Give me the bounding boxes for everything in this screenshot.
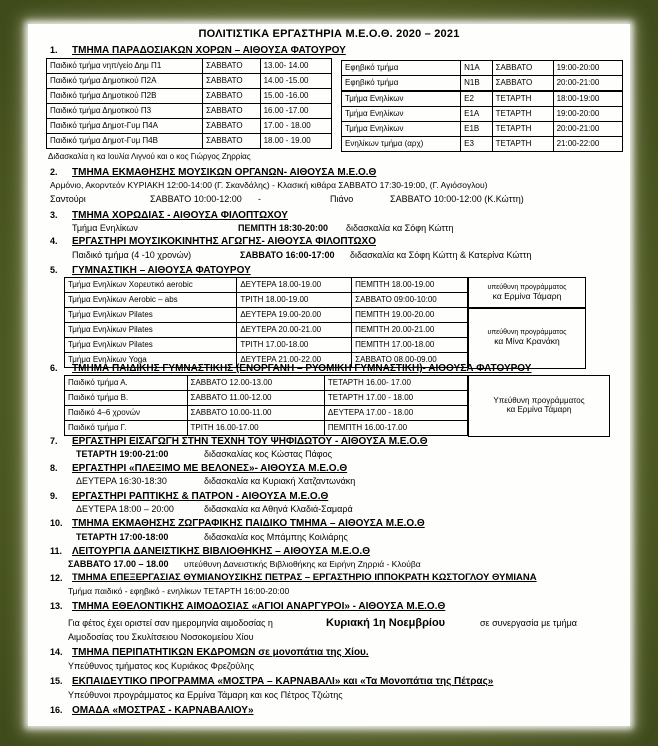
section-4-number: 4.: [50, 236, 58, 246]
section-15-responsible: Υπεύθυνοι προγράμματος κα Ερμίνα Τάμαρη και κος Πέτρος Τζιώτης: [68, 690, 343, 700]
section-12-details: Τμήμα παιδικό - εφηβικό - ενηλίκων ΤΕΤΑΡΤΗ 16:00-20:00: [68, 586, 290, 596]
section-3-heading: ΤΜΗΜΑ ΧΟΡΩΔΙΑΣ - ΑΙΘΟΥΣΑ ΦΙΛΟΠΤΩΧΟΥ: [72, 210, 288, 221]
section-14-heading: ΤΜΗΜΑ ΠΕΡΙΠΑΤΗΤΙΚΩΝ ΕΚΔΡΟΜΩΝ σε μονοπάτια της Χίου.: [72, 647, 369, 658]
section-1-right-table-row: [342, 107, 623, 122]
section-2-dash: -: [258, 194, 261, 204]
section-1-left-table-cell: 17.00 - 18.00: [260, 119, 331, 134]
section-1-left-table-cell: ΣΑΒΒΑΤΟ: [202, 74, 260, 89]
section-1-right-table-cell: Ε2: [461, 91, 493, 107]
section-6-table-cell: ΤΕΤΑΡΤΗ 16.00- 17.00: [324, 376, 467, 391]
section-1-right-table-cell: Ν1Β: [461, 76, 493, 92]
section-5-number: 5.: [50, 265, 58, 275]
section-1-left-table-row: [47, 74, 332, 89]
section-7-number: 7.: [50, 436, 58, 446]
section-1-right-table-cell: Τμήμα Ενηλίκων: [342, 91, 461, 107]
section-1-right-table-cell: Τμήμα Ενηλίκων: [342, 107, 461, 122]
section-6-table-cell: ΣΑΒΒΑΤΟ 11.00-12.00: [187, 391, 324, 406]
section-5-responsible-2: [468, 307, 586, 369]
section-8-time: ΔΕΥΤΕΡΑ 16:30-18:30: [76, 476, 167, 486]
section-13-text-c: σε συνεργασία με τμήμα: [480, 618, 577, 628]
section-2-santouri: Σαντούρι: [50, 194, 86, 204]
section-1-left-table-cell: Παιδικό τμήμα Δημοτικού Π2Β: [47, 89, 203, 104]
section-1-right-table-cell: 18:00-19:00: [553, 91, 622, 107]
section-4-line-b: ΣΑΒΒΑΤΟ 16:00-17:00: [240, 250, 335, 260]
section-5-table-cell: Τμήμα Ενηλίκων Pilates: [65, 338, 237, 353]
page-title: ΠΟΛΙΤΙΣΤΙΚΑ ΕΡΓΑΣΤΗΡΙΑ Μ.Ε.Ο.Θ. 2020 – 2021: [198, 28, 460, 40]
section-5-responsible-2-label: υπεύθυνη προγράμματος: [487, 329, 567, 337]
section-1-left-table-cell: ΣΑΒΒΑΤΟ: [202, 119, 260, 134]
section-5-table-cell: ΠΕΜΠΤΗ 20.00-21.00: [352, 323, 468, 338]
section-11-heading: ΛΕΙΤΟΥΡΓΙΑ ΔΑΝΕΙΣΤΙΚΗΣ ΒΙΒΛΙΟΘΗΚΗΣ – ΑΙΘΟΥΣΑ Μ.Ε.Ο.Θ: [72, 546, 370, 557]
section-1-right-table-cell: Εφηβικό τμήμα: [342, 61, 461, 76]
section-6-table-row: [65, 421, 468, 436]
section-1-left-table-row: [47, 104, 332, 119]
section-3-line-a: Τμήμα Ενηλίκων: [72, 223, 138, 233]
section-1-left-table-cell: 16.00 -17.00: [260, 104, 331, 119]
section-1-right-table-cell: Ν1Α: [461, 61, 493, 76]
section-8-number: 8.: [50, 463, 58, 473]
section-9-teacher: διδασκαλία κα Αθηνά Κλαδιά-Σαμαρά: [204, 504, 353, 514]
section-1-left-table-row: [47, 89, 332, 104]
section-1-left-table-cell: ΣΑΒΒΑΤΟ: [202, 59, 260, 74]
section-2-piano: Πιάνο: [330, 194, 354, 204]
section-5-table-cell: ΠΕΜΠΤΗ 18.00-19.00: [352, 278, 468, 293]
section-1-left-table-cell: Παιδικό τμήμα νηπ/γείο Δημ Π1: [47, 59, 203, 74]
section-5-responsible-1-label: υπεύθυνη προγράμματος: [487, 284, 567, 292]
section-1-right-table-row: [342, 91, 623, 107]
section-13-number: 13.: [50, 601, 63, 611]
section-8-heading: ΕΡΓΑΣΤΗΡΙ «ΠΛΕΞΙΜΟ ΜΕ ΒΕΛΟΝΕΣ»- ΑΙΘΟΥΣΑ Μ.Ε.Ο.Θ: [72, 463, 348, 474]
section-1-left-table-cell: 14.00 -15.00: [260, 74, 331, 89]
section-1-right-table-cell: Ε1Α: [461, 107, 493, 122]
section-2-piano-time: ΣΑΒΒΑΤΟ 10:00-12:00 (Κ.Κώττη): [390, 194, 524, 204]
section-6-table-cell: Παιδικό τμήμα Β.: [65, 391, 188, 406]
section-1-left-table-cell: 18.00 - 19.00: [260, 134, 331, 149]
section-2-number: 2.: [50, 167, 58, 177]
section-5-table-cell: ΔΕΥΤΕΡΑ 18.00-19.00: [237, 278, 352, 293]
section-1-right-table-row: [342, 76, 623, 92]
section-6-responsible: [468, 375, 610, 437]
section-15-heading: ΕΚΠΑΙΔΕΥΤΙΚΟ ΠΡΟΓΡΑΜΜΑ «ΜΟΣΤΡΑ – ΚΑΡΝΑΒΑΛΙ» και «Τα Μονοπάτια της Πέτρας»: [72, 676, 494, 687]
section-1-left-table-row: [47, 134, 332, 149]
section-10-time: ΤΕΤΑΡΤΗ 17:00-18:00: [76, 532, 169, 542]
section-8-teacher: διδασκαλία κα Κυριακή Χατζαντωνάκη: [204, 476, 356, 486]
section-1-left-table-cell: ΣΑΒΒΑΤΟ: [202, 104, 260, 119]
section-1-number: 1.: [50, 45, 58, 55]
section-14-responsible: Υπεύθυνος τμήματος κος Κυριάκος Φρεζούλης: [68, 661, 254, 671]
section-1-right-table-cell: ΤΕΤΑΡΤΗ: [492, 91, 553, 107]
section-5-table-cell: ΤΡΙΤΗ 18.00-19.00: [237, 293, 352, 308]
section-1-right-table-cell: ΣΑΒΒΑΤΟ: [492, 76, 553, 92]
section-5-table-cell: ΤΡΙΤΗ 17.00-18.00: [237, 338, 352, 353]
section-16-heading: ΟΜΑΔΑ «ΜΟΣΤΡΑΣ - ΚΑΡΝΑΒΑΛΙΟΥ»: [72, 705, 254, 716]
section-5-table-cell: ΣΑΒΒΑΤΟ 09:00-10:00: [352, 293, 468, 308]
section-5-responsible-2-name: κα Μίνα Κρανάκη: [494, 336, 560, 347]
section-1-left-table-cell: Παιδικό τμήμα Δημοτ-Γυμ Π4Β: [47, 134, 203, 149]
section-5-table: [64, 277, 468, 368]
section-5-table-cell: Τμήμα Ενηλίκων Aerobic – abs: [65, 293, 237, 308]
section-2-santouri-time: ΣΑΒΒΑΤΟ 10:00-12:00: [150, 194, 242, 204]
section-1-right-table-cell: Εφηβικό τμήμα: [342, 76, 461, 92]
section-5-table-row: [65, 293, 468, 308]
section-10-number: 10.: [50, 518, 63, 528]
section-6-table-row: [65, 406, 468, 421]
section-1-right-table-cell: 19:00-20:00: [553, 61, 622, 76]
section-6-responsible-label: Υπεύθυνη προγράμματος: [493, 396, 585, 406]
section-9-time: ΔΕΥΤΕΡΑ 18:00 – 20:00: [76, 504, 174, 514]
section-6-table-row: [65, 391, 468, 406]
section-1-right-table-cell: ΤΕΤΑΡΤΗ: [492, 107, 553, 122]
section-1-right-table-row: [342, 61, 623, 76]
section-5-responsible-1: [468, 277, 586, 309]
section-6-table-cell: ΠΕΜΠΤΗ 16.00-17.00: [324, 421, 467, 436]
section-11-responsible: υπεύθυνη Δανειστικής Βιβλιοθήκης κα Ειρήνη Ζηρριά - Κλούβα: [184, 559, 421, 569]
section-1-left-table-cell: Παιδικό τμήμα Δημοτ-Γυμ Π4Α: [47, 119, 203, 134]
section-12-heading: ΤΜΗΜΑ ΕΠΕΞΕΡΓΑΣΙΑΣ ΘΥΜΙΑΝΟΥΣΙΚΗΣ ΠΕΤΡΑΣ – ΕΡΓΑΣΤΗΡΙΟ ΙΠΠΟΚΡΑΤΗ ΚΩΣΤΟΓΛΟΥ ΘΥΜΙΑΝΑ: [72, 572, 537, 583]
section-10-teacher: διδασκαλία κος Μπάμπης Κοιλιάρης: [204, 532, 348, 542]
section-7-teacher: διδασκαλίας κος Κώστας Πάφος: [204, 449, 332, 459]
section-13-text-a: Για φέτος έχει οριστεί σαν ημερομηνία αιμοδοσίας η: [68, 618, 273, 628]
section-13-text-d: Αιμοδοσίας του Σκυλίτσειου Νοσοκομείου Χίου: [68, 632, 254, 642]
section-5-table-cell: Τμήμα Ενηλίκων Yoga: [65, 353, 237, 368]
section-6-table-cell: ΣΑΒΒΑΤΟ 10.00-11.00: [187, 406, 324, 421]
section-4-line-c: διδασκαλία κα Σόφη Κώττη & Κατερίνα Κώττη: [350, 250, 532, 260]
section-1-left-table-cell: 15.00 -16.00: [260, 89, 331, 104]
section-5-table-row: [65, 323, 468, 338]
section-1-right-table-cell: Ενηλίκων τμήμα (αρχ): [342, 137, 461, 152]
section-5-table-cell: ΣΑΒΒΑΤΟ 08.00-09.00: [352, 353, 468, 368]
schedule-sheet: [28, 24, 630, 726]
section-5-table-cell: ΔΕΥΤΕΡΑ 20.00-21.00: [237, 323, 352, 338]
section-5-table-cell: Τμήμα Ενηλίκων Pilates: [65, 308, 237, 323]
section-5-table-cell: Τμήμα Ενηλίκων Χορευτικό aerobic: [65, 278, 237, 293]
section-15-number: 15.: [50, 676, 63, 686]
section-11-number: 11.: [50, 546, 63, 556]
section-1-right-table-cell: 20:00-21:00: [553, 76, 622, 92]
section-1-left-table-cell: Παιδικό τμήμα Δημοτικού Π2Α: [47, 74, 203, 89]
section-1-right-table-cell: 21:00-22:00: [553, 137, 622, 152]
section-16-number: 16.: [50, 705, 63, 715]
section-1-right-table-cell: Τμήμα Ενηλίκων: [342, 122, 461, 137]
section-14-number: 14.: [50, 647, 63, 657]
section-6-table-cell: ΤΕΤΑΡΤΗ 17.00 - 18.00: [324, 391, 467, 406]
section-1-right-table-cell: Ε3: [461, 137, 493, 152]
section-6-table-cell: ΤΡΙΤΗ 16.00-17.00: [187, 421, 324, 436]
section-4-heading: ΕΡΓΑΣΤΗΡΙ ΜΟΥΣΙΚΟΚΙΝΗΤΗΣ ΑΓΩΓΗΣ- ΑΙΘΟΥΣΑ ΦΙΛΟΠΤΩΧΟ: [72, 236, 376, 247]
section-1-left-table: [46, 58, 332, 149]
section-1-right-table-row: [342, 137, 623, 152]
section-5-table-cell: ΠΕΜΠΤΗ 17.00-18.00: [352, 338, 468, 353]
section-1-left-table-row: [47, 119, 332, 134]
section-1-left-table-row: [47, 59, 332, 74]
section-6-number: 6.: [50, 363, 58, 373]
section-5-table-cell: ΔΕΥΤΕΡΑ 19.00-20.00: [237, 308, 352, 323]
section-5-table-row: [65, 278, 468, 293]
section-9-number: 9.: [50, 491, 58, 501]
section-1-right-table-cell: 20:00-21:00: [553, 122, 622, 137]
section-1-left-table-cell: ΣΑΒΒΑΤΟ: [202, 134, 260, 149]
section-11-time: ΣΑΒΒΑΤΟ 17.00 – 18.00: [68, 559, 169, 569]
section-5-heading: ΓΥΜΝΑΣΤΙΚΗ – ΑΙΘΟΥΣΑ ΦΑΤΟΥΡΟΥ: [72, 265, 251, 276]
section-2-heading: ΤΜΗΜΑ ΕΚΜΑΘΗΣΗΣ ΜΟΥΣΙΚΩΝ ΟΡΓΑΝΩΝ- ΑΙΘΟΥΣΑ Μ.Ε.Ο.Θ: [72, 167, 377, 178]
section-7-time: ΤΕΤΑΡΤΗ 19:00-21:00: [76, 449, 169, 459]
section-1-right-table-cell: 19:00-20:00: [553, 107, 622, 122]
section-5-table-cell: Τμήμα Ενηλίκων Pilates: [65, 323, 237, 338]
section-6-table-cell: ΣΑΒΒΑΤΟ 12.00-13.00: [187, 376, 324, 391]
section-1-left-table-cell: ΣΑΒΒΑΤΟ: [202, 89, 260, 104]
section-1-right-table-cell: ΤΕΤΑΡΤΗ: [492, 137, 553, 152]
section-4-line-a: Παιδικό τμήμα (4 -10 χρονών): [72, 250, 192, 260]
section-5-table-row: [65, 338, 468, 353]
section-1-left-table-cell: 13.00- 14.00: [260, 59, 331, 74]
section-1-right-table-cell: Ε1Β: [461, 122, 493, 137]
section-6-table-cell: ΔΕΥΤΕΡΑ 17.00 - 18.00: [324, 406, 467, 421]
section-13-heading: ΤΜΗΜΑ ΕΘΕΛΟΝΤΙΚΗΣ ΑΙΜΟΔΟΣΙΑΣ «ΑΓΙΟΙ ΑΝΑΡΓΥΡΟΙ» - ΑΙΘΟΥΣΑ Μ.Ε.Ο.Θ: [72, 601, 446, 612]
section-2-line-1: Αρμόνιο, Ακορντεόν ΚΥΡΙΑΚΗ 12:00-14:00 (Γ. Σκανδάλης) - Κλασική κιθάρα ΣΑΒΒΑΤΟ 17:30-19:00, (Γ. Αγιόσογλου): [50, 180, 488, 190]
section-6-table: [64, 375, 468, 436]
section-3-line-c: διδασκαλία κα Σόφη Κώττη: [346, 223, 454, 233]
section-12-number: 12.: [50, 573, 63, 583]
section-1-note: Διδασκαλία η κα Ιουλία Λιγνού και ο κος Γιώργος Ζηρρίας: [48, 152, 251, 161]
section-6-table-cell: Παιδικό 4–6 χρονών: [65, 406, 188, 421]
section-5-responsible-1-name: κα Ερμίνα Τάμαρη: [492, 291, 562, 302]
section-1-right-table-row: [342, 122, 623, 137]
section-5-table-cell: ΠΕΜΠΤΗ 19.00-20.00: [352, 308, 468, 323]
section-13-date: Κυριακή 1η Νοεμβρίου: [326, 617, 446, 629]
section-6-heading: ΤΜΗΜΑ ΠΑΙΔΙΚΗΣ ΓΥΜΝΑΣΤΙΚΗΣ (ΕΝΟΡΓΑΝΗ – ΡΥΘΜΙΚΗ ΓΥΜΝΑΣΤΙΚΗ)- ΑΙΘΟΥΣΑ ΦΑΤΟΥΡΟΥ: [72, 363, 532, 374]
section-1-heading: ΤΜΗΜΑ ΠΑΡΑΔΟΣΙΑΚΩΝ ΧΟΡΩΝ – ΑΙΘΟΥΣΑ ΦΑΤΟΥΡΟΥ: [72, 45, 346, 56]
section-7-heading: ΕΡΓΑΣΤΗΡΙ ΕΙΣΑΓΩΓΗ ΣΤΗΝ ΤΕΧΝΗ ΤΟΥ ΨΗΦΙΔΩΤΟΥ - ΑΙΘΟΥΣΑ Μ.Ε.Ο.Θ: [72, 436, 428, 447]
section-6-table-row: [65, 376, 468, 391]
section-1-right-table-cell: ΤΕΤΑΡΤΗ: [492, 122, 553, 137]
section-9-heading: ΕΡΓΑΣΤΗΡΙ ΡΑΠΤΙΚΗΣ & ΠΑΤΡΟΝ - ΑΙΘΟΥΣΑ Μ.Ε.Ο.Θ: [72, 491, 329, 502]
section-3-line-b: ΠΕΜΠΤΗ 18:30-20:00: [238, 223, 329, 233]
section-1-right-table-cell: ΣΑΒΒΑΤΟ: [492, 61, 553, 76]
section-6-responsible-name: κα Ερμίνα Τάμαρη: [506, 405, 572, 414]
section-3-number: 3.: [50, 210, 58, 220]
section-10-heading: ΤΜΗΜΑ ΕΚΜΑΘΗΣΗΣ ΖΩΓΡΑΦΙΚΗΣ ΠΑΙΔΙΚΟ ΤΜΗΜΑ – ΑΙΘΟΥΣΑ Μ.Ε.Ο.Θ: [72, 518, 425, 529]
section-6-table-cell: Παιδικό τμήμα Α.: [65, 376, 188, 391]
section-5-table-cell: ΔΕΥΤΕΡΑ 21.00-22.00: [237, 353, 352, 368]
section-1-left-table-cell: Παιδικό τμήμα Δημοτικού Π3: [47, 104, 203, 119]
section-5-table-row: [65, 308, 468, 323]
section-6-table-cell: Παιδικό τμήμα Γ.: [65, 421, 188, 436]
section-1-right-table: [341, 60, 623, 152]
